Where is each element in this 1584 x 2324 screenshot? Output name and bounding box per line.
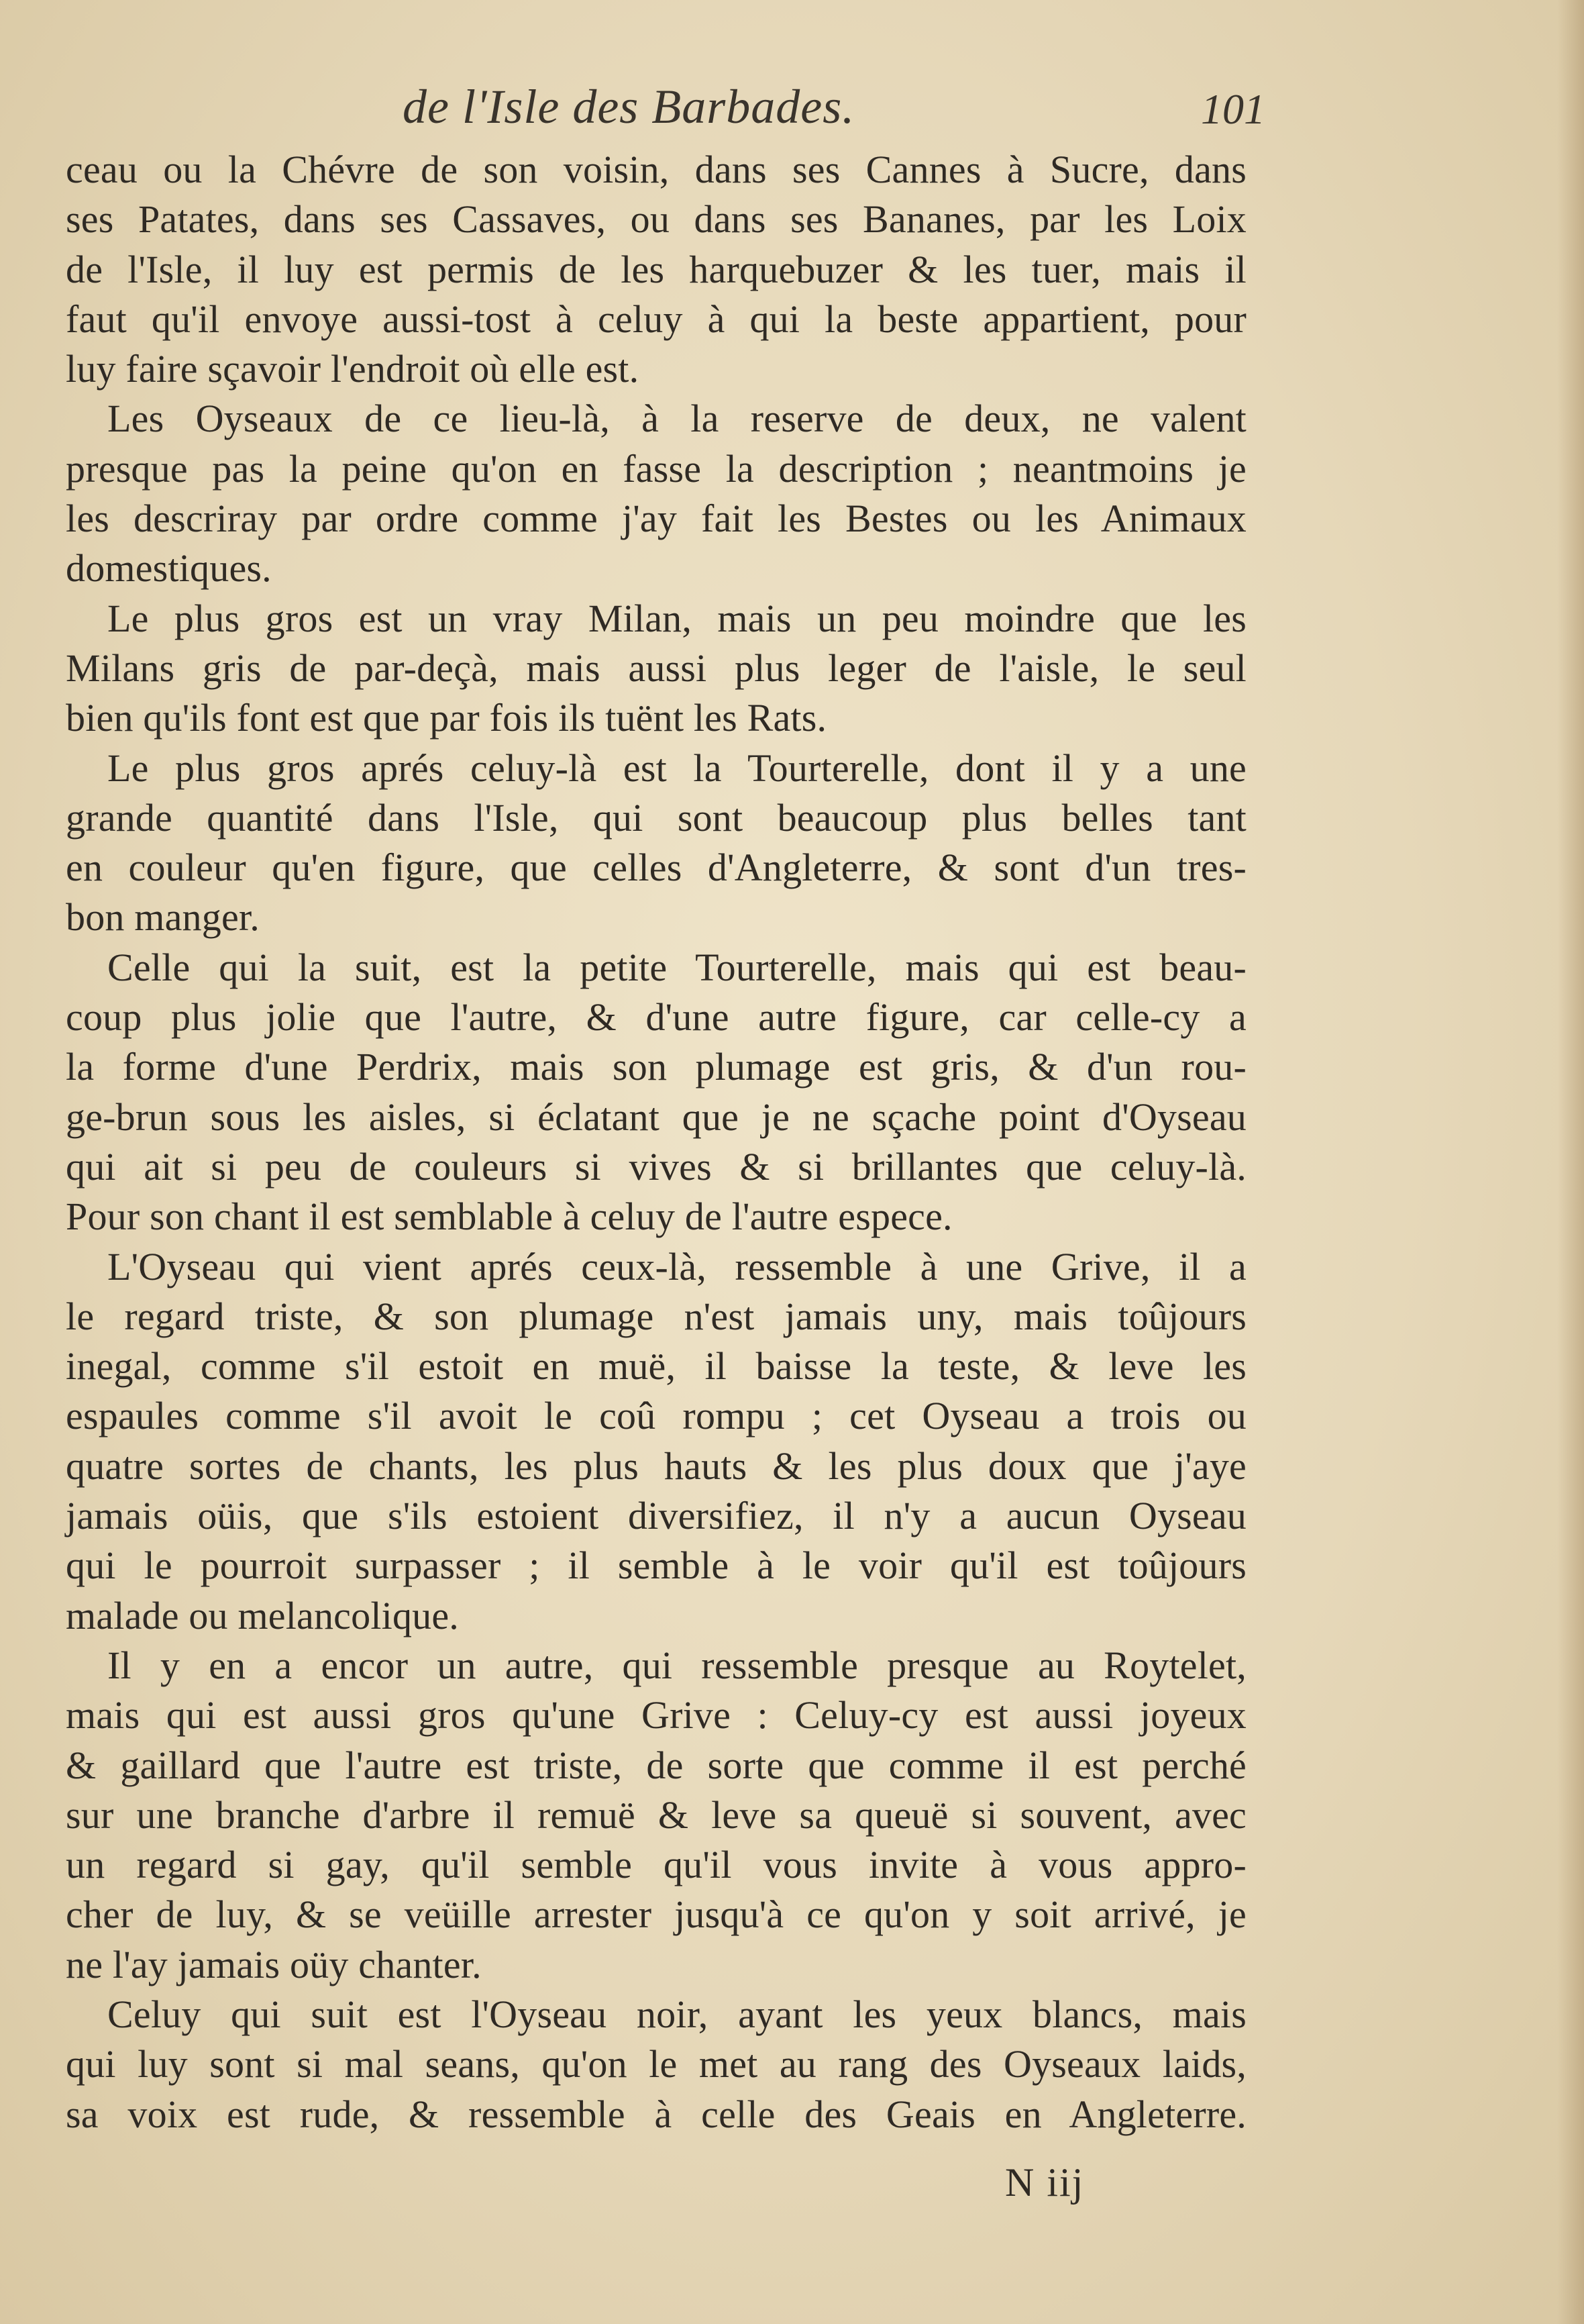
paragraph-start-line: Les Oyseaux de ce lieu-là, à la reserve de deux, ne valent <box>107 397 1247 441</box>
page-number: 101 <box>1201 85 1265 133</box>
text-line: qui ait si peu de couleurs si vives & si brillantes que celuy-là. <box>66 1144 1247 1189</box>
text-line: mais qui est aussi gros qu'une Grive : Celuy-cy est aussi joyeux <box>66 1693 1247 1737</box>
text-line: ge-brun sous les aisles, si éclatant que je ne sçache point d'Oyseau <box>66 1095 1247 1139</box>
text-line: ceau ou la Chévre de son voisin, dans ses Cannes à Sucre, dans <box>66 148 1247 191</box>
body-text <box>66 145 1247 2139</box>
paragraph-start-line: Celle qui la suit, est la petite Tourterelle, mais qui est beau- <box>107 945 1247 989</box>
text-line: le regard triste, & son plumage n'est jamais uny, mais toûjours <box>66 1294 1247 1338</box>
text-line: espaules comme s'il avoit le coû rompu ; cet Oyseau a trois ou <box>66 1394 1247 1438</box>
paragraph-start-line: Le plus gros aprés celuy-là est la Tourterelle, dont il y a une <box>107 746 1247 790</box>
paragraph-start-line: Celuy qui suit est l'Oyseau noir, ayant les yeux blancs, mais <box>107 1992 1247 2036</box>
text-line: sur une branche d'arbre il remuë & leve sa queuë si souvent, avec <box>66 1792 1247 1837</box>
text-line: cher de luy, & se veüille arrester jusqu'à ce qu'on y soit arrivé, je <box>66 1892 1247 1937</box>
text-line: inegal, comme s'il estoit en muë, il baisse la teste, & leve les <box>66 1344 1247 1388</box>
text-line: les descriray par ordre comme j'ay fait les Bestes ou les Animaux <box>66 497 1247 541</box>
text-line: la forme d'une Perdrix, mais son plumage est gris, & d'un rou- <box>66 1045 1247 1089</box>
text-line: & gaillard que l'autre est triste, de sorte que comme il est perché <box>66 1743 1247 1787</box>
paragraph-start-line: Il y en a encor un autre, qui ressemble presque au Roytelet, <box>107 1643 1247 1687</box>
page-edge-shadow <box>1557 0 1584 2324</box>
text-line: domestiques. <box>66 546 272 591</box>
text-line: coup plus jolie que l'autre, & d'une autre figure, car celle-cy a <box>66 995 1247 1040</box>
text-line: malade ou melancolique. <box>66 1593 459 1637</box>
paragraph-start-line: Le plus gros est un vray Milan, mais un peu moindre que les <box>107 596 1247 640</box>
text-line: ne l'ay jamais oüy chanter. <box>66 1942 482 1986</box>
text-line: quatre sortes de chants, les plus hauts & les plus doux que j'aye <box>66 1444 1247 1488</box>
text-line: ses Patates, dans ses Cassaves, ou dans ses Bananes, par les Loix <box>66 197 1247 242</box>
text-line: qui luy sont si mal seans, qu'on le met au rang des Oyseaux laids, <box>66 2042 1247 2086</box>
text-line: Pour son chant il est semblable à celuy de l'autre espece. <box>66 1195 953 1239</box>
text-line: en couleur qu'en figure, que celles d'Angleterre, & sont d'un tres- <box>66 846 1247 890</box>
text-line: jamais oüis, que s'ils estoient diversifiez, il n'y a aucun Oyseau <box>66 1494 1247 1538</box>
text-line: luy faire sçavoir l'endroit où elle est. <box>66 347 639 391</box>
text-line: bon manger. <box>66 895 260 940</box>
text-line: faut qu'il envoye aussi-tost à celuy à qui la beste appartient, pour <box>66 297 1247 341</box>
text-line: un regard si gay, qu'il semble qu'il vous invite à vous appro- <box>66 1843 1247 1887</box>
text-line: sa voix est rude, & ressemble à celle des Geais en Angleterre. <box>66 2092 1247 2136</box>
paragraph-start-line: L'Oyseau qui vient aprés ceux-là, ressemble à une Grive, il a <box>107 1244 1247 1289</box>
text-line: Milans gris de par-deçà, mais aussi plus leger de l'aisle, le seul <box>66 646 1247 690</box>
running-head: de l'Isle des Barbades. <box>403 80 855 134</box>
text-line: qui le pourroit surpasser ; il semble à le voir qu'il est toûjours <box>66 1544 1247 1588</box>
signature-mark: N iij <box>1005 2160 1085 2205</box>
text-line: bien qu'ils font est que par fois ils tuënt les Rats. <box>66 696 827 740</box>
text-line: grande quantité dans l'Isle, qui sont beaucoup plus belles tant <box>66 795 1247 840</box>
text-line: presque pas la peine qu'on en fasse la description ; neantmoins je <box>66 446 1247 491</box>
text-line: de l'Isle, il luy est permis de les harquebuzer & les tuer, mais il <box>66 247 1247 291</box>
